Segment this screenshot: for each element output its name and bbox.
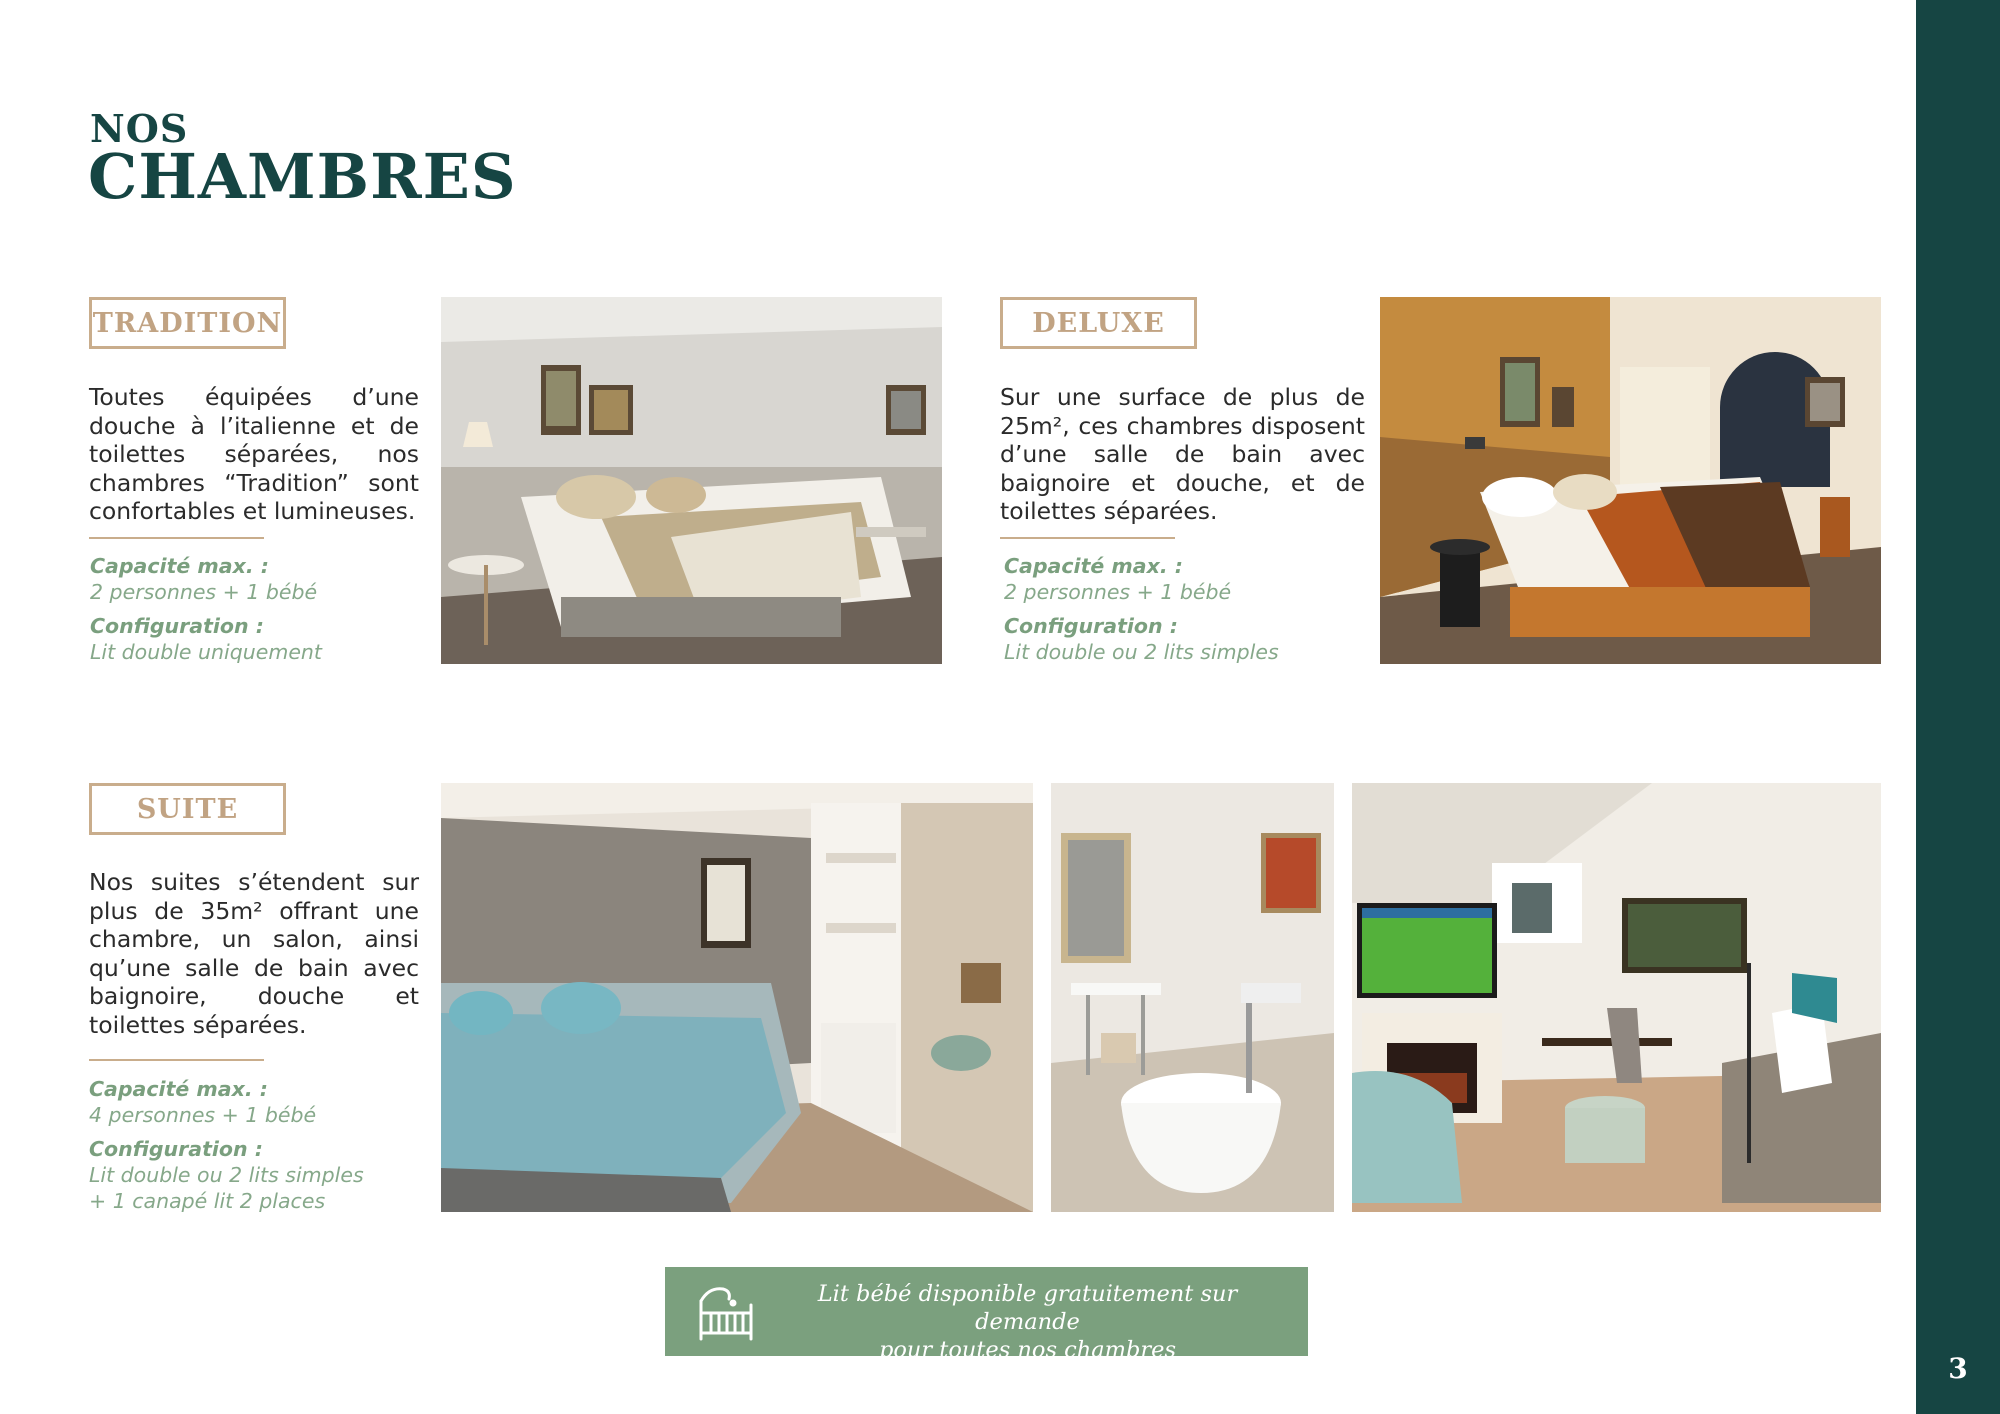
divider (89, 1059, 264, 1061)
divider (89, 537, 264, 539)
photo-suite-living-room (1352, 783, 1881, 1212)
configuration-value: Lit double uniquement (90, 640, 322, 664)
photo-tradition-bedroom (441, 297, 942, 664)
banner-line-1: Lit bébé disponible gratuitement sur demande (817, 1281, 1238, 1335)
configuration-label: Configuration : (90, 614, 264, 638)
sidebar-band (1916, 0, 2000, 1414)
capacity-value: 2 personnes + 1 bébé (90, 580, 318, 604)
room-specs-tradition (90, 553, 322, 665)
capacity-label: Capacité max. : (90, 554, 269, 578)
room-tag-tradition: TRADITION (89, 297, 286, 349)
photo-suite-bathroom (1051, 783, 1334, 1212)
room-description-suite: Nos suites s’étendent sur plus de 35m² offrant une chambre, un salon, ainsi qu’une salle de bain avec baignoire, douche et toilettes séparées. (89, 868, 419, 1039)
room-description-tradition: Toutes équipées d’une douche à l’italienne et de toilettes séparées, nos chambres “Tradition” sont confortables et lumineuses. (89, 383, 419, 525)
configuration-label: Configuration : (1004, 614, 1178, 638)
configuration-value: Lit double ou 2 lits simples (1004, 640, 1279, 664)
page-title-small: NOS (90, 106, 189, 151)
configuration-value-extra: + 1 canapé lit 2 places (89, 1189, 326, 1213)
room-tag-deluxe: DELUXE (1000, 297, 1197, 349)
divider (1000, 537, 1175, 539)
photo-suite-bedroom (441, 783, 1033, 1212)
baby-cot-icon (695, 1281, 757, 1343)
room-specs-suite (89, 1076, 364, 1214)
configuration-label: Configuration : (89, 1137, 263, 1161)
baby-cot-banner (665, 1267, 1308, 1363)
room-tag-suite: SUITE (89, 783, 286, 835)
banner-text (765, 1280, 1290, 1364)
capacity-label: Capacité max. : (1004, 554, 1183, 578)
page-title: CHAMBRES (88, 140, 517, 213)
room-specs-deluxe (1004, 553, 1279, 665)
room-description-deluxe: Sur une surface de plus de 25m², ces chambres disposent d’une salle de bain avec baignoire et douche, et de toilettes séparées. (1000, 383, 1365, 525)
capacity-value: 4 personnes + 1 bébé (89, 1103, 317, 1127)
page-number: 3 (1948, 1352, 1968, 1385)
banner-line-2: pour toutes nos chambres (878, 1337, 1177, 1363)
capacity-label: Capacité max. : (89, 1077, 268, 1101)
configuration-value: Lit double ou 2 lits simples (89, 1163, 364, 1187)
capacity-value: 2 personnes + 1 bébé (1004, 580, 1232, 604)
photo-deluxe-bedroom (1380, 297, 1881, 664)
